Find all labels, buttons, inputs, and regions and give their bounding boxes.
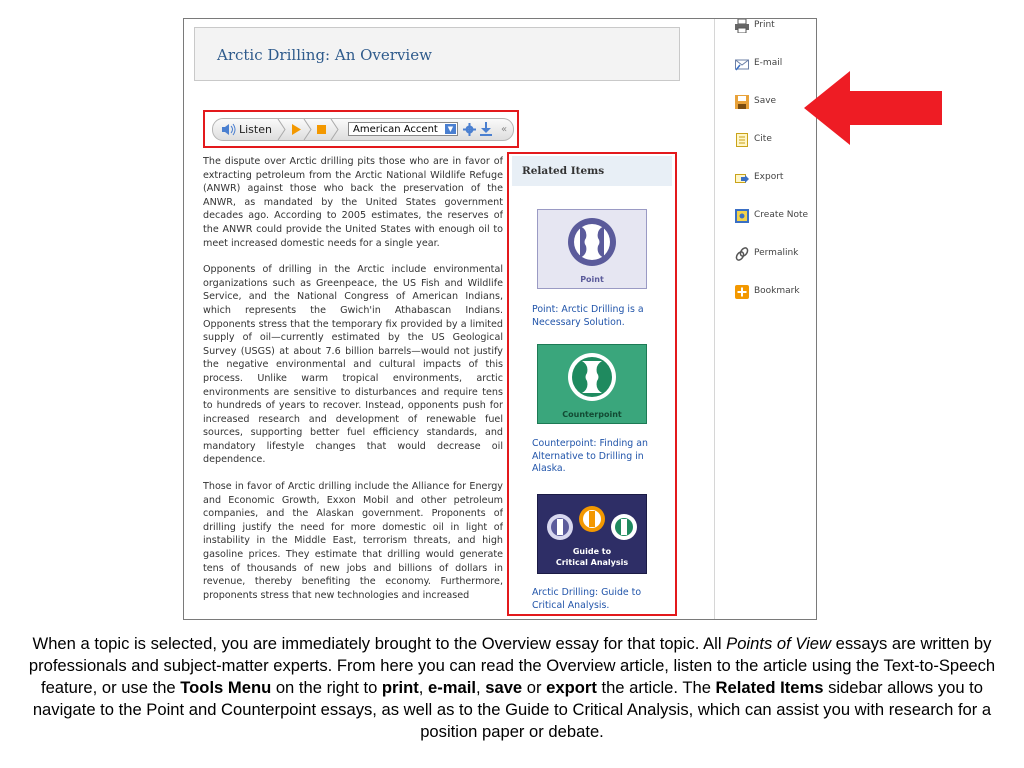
caption-bold: save: [485, 678, 523, 697]
caption-part: or: [522, 678, 547, 697]
counterpoint-badge: Counterpoint: [562, 410, 622, 419]
tool-permalink-label: Permalink: [754, 248, 799, 258]
accent-select[interactable]: [348, 122, 458, 136]
caption-italic: Points of View: [726, 634, 831, 653]
tool-create-note-label: Create Note: [754, 210, 809, 220]
separator-chevron-icon: [330, 119, 340, 140]
caption-part: ,: [418, 678, 429, 697]
tool-save-label: Save: [754, 96, 777, 106]
save-icon: [735, 95, 749, 109]
article-paragraph: Those in favor of Arctic drilling include the Alliance for Energy and Economic Growth, Exxon Mobil and other petroleum companies, and the Alaskan government. Proponents of drilling justify the need for more domestic oil in light of instability in the Middle East, terrorism threats, and high gasoline prices. They estimate that drilling would generate tens of thousands of new jobs and billions of dollars in revenue, thereby benefiting the economy. Furthermore, proponents stress that new technologies and increased: [203, 481, 503, 601]
accent-select-value: American Accent: [353, 124, 438, 135]
caption-part: the article. The: [596, 678, 716, 697]
related-items-heading: Related Items: [522, 165, 605, 177]
caption-bold: e-mail: [428, 678, 476, 697]
tool-cite-label: Cite: [754, 134, 772, 144]
caption-bold: export: [546, 678, 597, 697]
listen-button[interactable]: Listen: [239, 123, 272, 136]
caption-part: sidebar allows you to navigate to the Point and Counterpoint essays, as well as to the Guide to Critical Analysis, which can assist you with research for a position paper or debate.: [32, 678, 992, 741]
collapse-toolbar-button[interactable]: «: [501, 124, 508, 135]
caption-part: on the right to: [271, 678, 382, 697]
tool-export-label: Export: [754, 172, 784, 182]
cite-icon: [735, 133, 749, 147]
caption-part: ,: [476, 678, 486, 697]
point-thumbnail[interactable]: [537, 209, 647, 289]
related-link-point[interactable]: Point: Arctic Drilling is a Necessary Solution.: [532, 304, 644, 328]
counterpoint-thumbnail[interactable]: [537, 344, 647, 424]
related-items-panel: [507, 152, 677, 616]
related-link-guide[interactable]: Arctic Drilling: Guide to Critical Analysis.: [532, 587, 642, 611]
article-title-box: [194, 27, 680, 81]
point-badge: Point: [580, 275, 604, 284]
bookmark-icon: [735, 285, 749, 299]
tool-bookmark-label: Bookmark: [754, 286, 800, 296]
article-paragraph: The dispute over Arctic drilling pits those who are in favor of extracting petroleum from the Arctic National Wildlife Refuge (ANWR) against those who back the preservation of the ANWR, as mandated by the United States government decades ago. According to 2005 estimates, the reserves of the ANWR could provide the United States with enough oil to meet increased domestic needs for a single year.: [203, 156, 503, 249]
play-icon[interactable]: [291, 124, 302, 135]
chevron-down-icon: ▼: [445, 124, 456, 134]
email-icon: [735, 57, 749, 71]
tool-print-label: Print: [754, 20, 775, 30]
separator-chevron-icon: [277, 119, 287, 140]
speaker-icon: [221, 123, 237, 136]
stop-icon[interactable]: [317, 125, 326, 134]
tools-divider: [714, 19, 715, 619]
gear-icon[interactable]: [463, 123, 476, 136]
download-icon[interactable]: [480, 122, 492, 136]
caption-part: essays are written by professionals and subject-matter experts. From here you can read the Overview article, listen to the article using the Text-to-Speech feature, or use the: [28, 634, 996, 697]
export-icon: [735, 171, 749, 185]
guide-badge-line2: Critical Analysis: [555, 558, 629, 567]
guide-thumbnail[interactable]: [537, 494, 647, 574]
related-items-header: [512, 156, 672, 186]
listen-toolbar-highlight: [203, 110, 519, 148]
red-arrow-annotation: [804, 71, 944, 145]
screenshot-frame: [183, 18, 817, 620]
guide-badge-line1: Guide to: [572, 547, 612, 556]
caption-bold: Tools Menu: [180, 678, 272, 697]
caption-text: [20, 633, 1004, 743]
listen-toolbar: [212, 118, 514, 141]
caption-bold: print: [381, 678, 419, 697]
related-link-counterpoint[interactable]: Counterpoint: Finding an Alternative to Drilling in Alaska.: [532, 438, 648, 474]
article-body: [203, 155, 503, 620]
printer-icon: [735, 19, 749, 33]
separator-chevron-icon: [303, 119, 313, 140]
article-paragraph: Opponents of drilling in the Arctic include environmental organizations such as Greenpeace, the US Fish and Wildlife Service, and the National Congress of American Indians, which represents the Gwich'in Athabascan Indians. Opponents stress that the temporary fix provided by a limited supply of oil—currently estimated by the US Geological Survey (USGS) at about 7.6 billion barrels—would not justify the negative environmental and cultural impacts of this process. Unlike warm tropical environments, arctic environments are sensitive to disturbances and require tens to hundreds of years to recover. Instead, opponents push for increased research and development of renewable fuel sources, supporting better fuel efficiency standards, and mandatory lifestyle changes that would decrease oil dependence.: [203, 264, 503, 466]
link-icon: [735, 247, 749, 261]
tool-email-label: E-mail: [754, 58, 783, 68]
article-title: Arctic Drilling: An Overview: [217, 46, 432, 64]
caption-part: When a topic is selected, you are immediately brought to the Overview essay for that topic. All: [32, 634, 727, 653]
caption-bold: Related Items: [715, 678, 824, 697]
note-icon: [735, 209, 749, 223]
